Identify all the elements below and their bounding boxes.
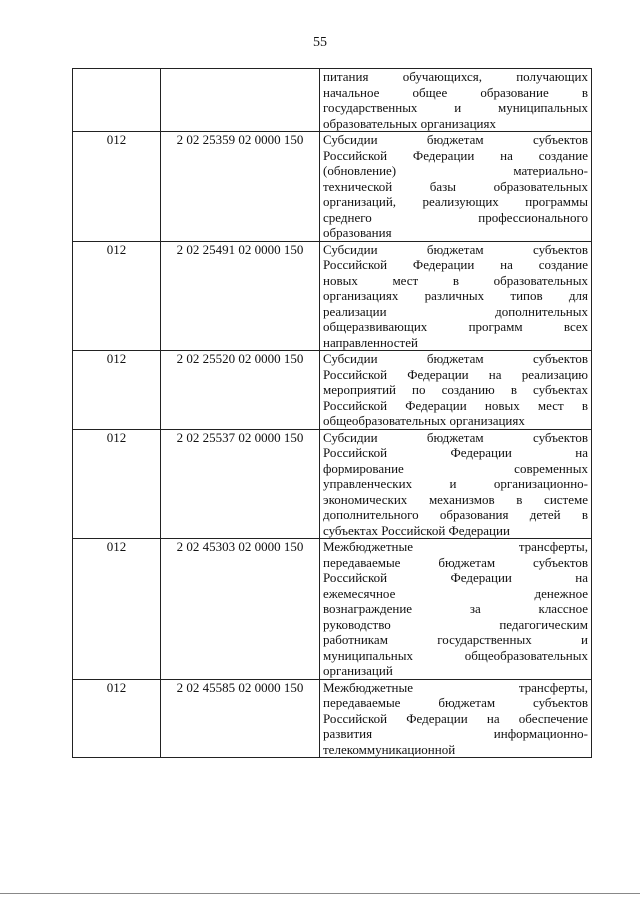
description-line: Межбюджетные трансферты, [323, 539, 588, 554]
page-bottom-rule [0, 893, 640, 894]
description-line: общеразвивающих программ всех [323, 319, 588, 334]
budget-code-cell: 2 02 45303 02 0000 150 [161, 539, 320, 680]
description-line: реализации дополнительных [323, 303, 588, 319]
description-line: государственных и муниципальных [323, 100, 588, 115]
description-line: ежемесячное денежное [323, 585, 588, 601]
budget-code-cell [161, 69, 320, 132]
description-line: общеобразовательных организациях [323, 413, 525, 428]
description-line: начальное общее образование в [323, 84, 588, 100]
description-line: экономических механизмов в системе [323, 491, 588, 507]
admin-code-cell: 012 [73, 679, 161, 758]
description-line: образовательных организациях [323, 115, 496, 131]
admin-code-cell: 012 [73, 539, 161, 680]
budget-codes-table [72, 68, 592, 758]
description-line: Субсидии бюджетам субъектов [323, 351, 588, 366]
description-line: питания обучающихся, получающих [323, 69, 588, 84]
budget-code-cell: 2 02 45585 02 0000 150 [161, 679, 320, 758]
description-cell [320, 429, 592, 539]
admin-code-cell: 012 [73, 241, 161, 351]
table-row [73, 539, 592, 680]
description-line: Субсидии бюджетам субъектов [323, 241, 588, 257]
description-line: руководство педагогическим [323, 616, 588, 632]
page-number: 55 [313, 35, 327, 50]
description-cell [320, 351, 592, 430]
description-line: передаваемые бюджетам субъектов [323, 554, 588, 570]
admin-code-cell: 012 [73, 351, 161, 430]
table-row [73, 241, 592, 351]
description-cell [320, 132, 592, 242]
description-line: Межбюджетные трансферты, [323, 679, 588, 695]
description-line: Субсидии бюджетам субъектов [323, 132, 588, 147]
description-line: управленческих и организационно- [323, 476, 588, 491]
description-line: формирование современных [323, 460, 588, 476]
budget-code-cell: 2 02 25491 02 0000 150 [161, 241, 320, 351]
table-row [73, 351, 592, 430]
description-line: Субсидии бюджетам субъектов [323, 429, 588, 445]
description-line: технической базы образовательных [323, 178, 588, 194]
description-line: муниципальных общеобразовательных [323, 647, 588, 663]
description-line: передаваемые бюджетам субъектов [323, 695, 588, 710]
budget-code-cell: 2 02 25520 02 0000 150 [161, 351, 320, 430]
description-line: дополнительного образования детей в [323, 507, 588, 522]
description-cell [320, 69, 592, 132]
description-cell [320, 241, 592, 351]
table-row [73, 132, 592, 242]
description-line: Российской Федерации на обеспечение [323, 710, 588, 726]
description-line: организациях различных типов для [323, 288, 588, 303]
description-line: Российской Федерации на создание [323, 257, 588, 272]
description-line: организаций [323, 663, 393, 678]
description-line: образования [323, 225, 392, 240]
description-line: Российской Федерации новых мест в [323, 397, 588, 413]
description-line: мероприятий по созданию в субъектах [323, 382, 588, 397]
admin-code-cell: 012 [73, 132, 161, 242]
description-line: организаций, реализующих программы [323, 194, 588, 209]
table-row [73, 679, 592, 758]
description-line: Российской Федерации на [323, 570, 588, 585]
description-line: Российской Федерации на создание [323, 147, 588, 163]
description-line: среднего профессионального [323, 209, 588, 225]
table-row [73, 429, 592, 539]
description-line: новых мест в образовательных [323, 272, 588, 288]
description-line: вознаграждение за классное [323, 601, 588, 616]
admin-code-cell: 012 [73, 429, 161, 539]
description-line: Российской Федерации на реализацию [323, 366, 588, 382]
description-line: (обновление) материально- [323, 163, 588, 178]
description-line: субъектах Российской Федерации [323, 522, 510, 538]
description-cell [320, 679, 592, 758]
budget-code-cell: 2 02 25359 02 0000 150 [161, 132, 320, 242]
description-line: работникам государственных и [323, 632, 588, 647]
description-line: Российской Федерации на [323, 445, 588, 460]
description-line: направленностей [323, 334, 418, 350]
description-cell [320, 539, 592, 680]
admin-code-cell [73, 69, 161, 132]
description-line: развития информационно- [323, 726, 588, 741]
description-line: телекоммуникационной [323, 741, 456, 757]
budget-code-cell: 2 02 25537 02 0000 150 [161, 429, 320, 539]
table-body [73, 69, 592, 758]
table-row [73, 69, 592, 132]
